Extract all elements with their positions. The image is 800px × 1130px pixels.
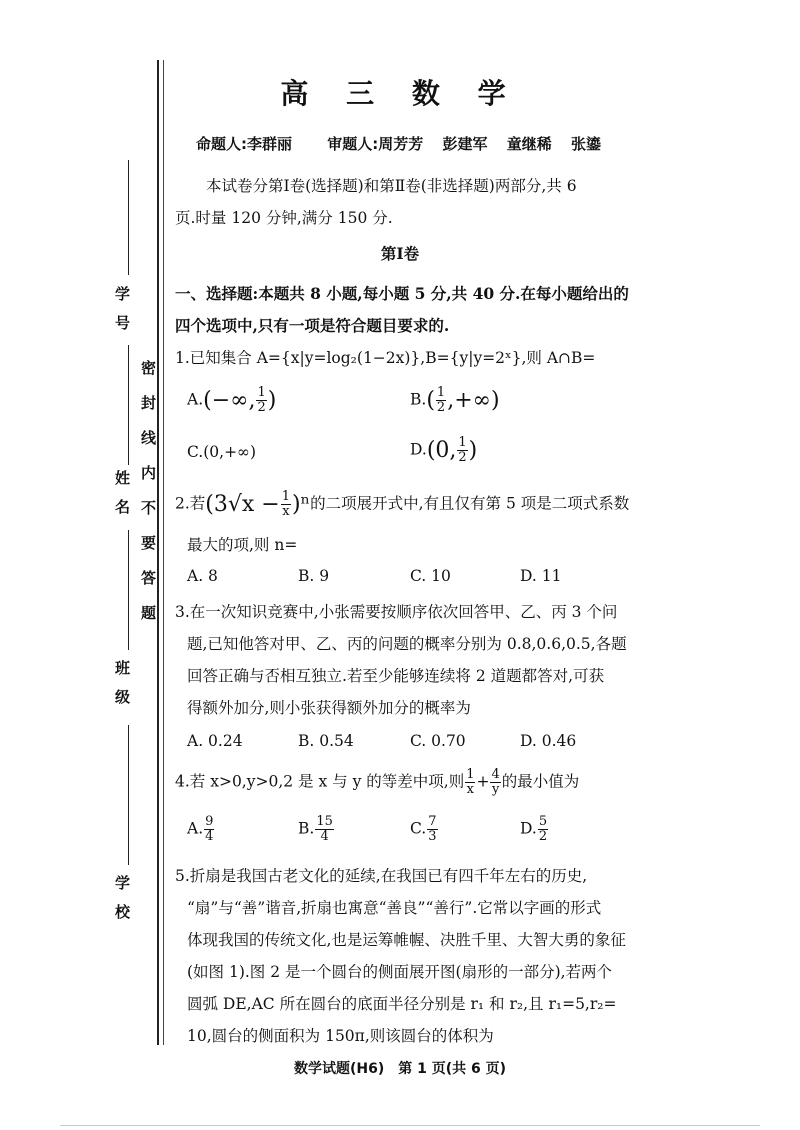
section-title: 第Ⅰ卷: [380, 244, 420, 263]
q4-option-d: D. $\frac{5}{2}$: [520, 814, 548, 844]
seal-warning: 密封线内不要答题: [139, 360, 157, 640]
xuexiao-underline: [128, 725, 129, 865]
part1-instructions: [175, 278, 635, 342]
q2-option-c: C. 10: [410, 567, 451, 585]
part1-line-1: 一、选择题:本题共 8 小题,每小题 5 分,共 40 分.在每小题给出的: [175, 284, 629, 303]
reviewer: 审题人:周芳芳: [327, 135, 424, 153]
q3-option-c: C. 0.70: [410, 732, 466, 750]
q2-option-d: D. 11: [520, 567, 562, 585]
q3-stem: [175, 596, 635, 724]
part1-line-2: 四个选项中,只有一项是符合题目要求的.: [175, 316, 450, 335]
q3-line-1: 3.在一次知识竞赛中,小张需要按顺序依次回答甲、乙、丙 3 个问: [175, 603, 618, 621]
q4-option-c: C. $\frac{7}{3}$: [410, 814, 437, 844]
q3-line-4: 得额外加分,则小张获得额外加分的概率为: [187, 699, 471, 717]
q1-option-a: A.(−∞, $\frac{1}{2}$ ): [187, 385, 277, 415]
xuehao-label: 学号: [113, 286, 131, 344]
q2-option-b: B. 9: [298, 567, 330, 585]
intro: [175, 170, 635, 234]
q5-line-4: (如图 1).图 2 是一个圆台的侧面展开图(扇形的一部分),若两个: [187, 963, 613, 981]
q5-line-2: “扇”与“善”谐音,折扇也寓意“善良”“善行”.它常以字画的形式: [187, 899, 602, 917]
q3-option-a: A. 0.24: [187, 732, 243, 750]
banji-label: 班级: [113, 660, 131, 718]
q5-line-6: 10,圆台的侧面积为 150π,则该圆台的体积为: [187, 1027, 494, 1045]
q2-stem-line-1: 2.若(3√x − $\frac{1}{x}$ )ⁿ的二项展开式中,有且仅有第 5 项是二项式系数: [175, 489, 630, 519]
q4-option-b: B. $\frac{15}{4}$: [298, 814, 333, 844]
q4-stem: 4.若 x>0,y>0,2 是 x 与 y 的等差中项,则 $\frac{1}{x}$ + $\frac{4}{y}$ 的最小值为: [175, 767, 580, 797]
q5-line-1: 5.折扇是我国古老文化的延续,在我国已有四千年左右的历史,: [175, 867, 588, 885]
q3-option-d: D. 0.46: [520, 732, 577, 750]
q2-stem-line-2: 最大的项,则 n=: [187, 536, 298, 554]
binding-line-inner: [163, 60, 164, 1045]
reviewer-3: 童继稀: [506, 135, 552, 153]
q3-line-2: 题,已知他答对甲、乙、丙的问题的概率分别为 0.8,0.6,0.5,各题: [187, 635, 627, 653]
q1-option-d: D.(0, $\frac{1}{2}$ ): [410, 435, 478, 465]
q3-option-b: B. 0.54: [298, 732, 354, 750]
authors-line: [196, 133, 615, 154]
q1-option-b: B.( $\frac{1}{2}$ ,+∞): [410, 385, 500, 415]
page-footer: 数学试题(H6) 第 1 页(共 6 页): [293, 1061, 507, 1077]
page-title: 高 三 数 学: [280, 77, 520, 110]
q3-line-3: 回答正确与否相互独立.若至少能够连续将 2 道题都答对,可获: [187, 667, 605, 685]
xingming-label: 姓名: [113, 470, 131, 528]
reviewer-4: 张鎏: [570, 135, 601, 153]
q1-option-c: C.(0,+∞): [187, 443, 257, 461]
setter: 命题人:李群丽: [196, 135, 292, 153]
intro-line-1: 本试卷分第Ⅰ卷(选择题)和第Ⅱ卷(非选择题)两部分,共 6: [206, 177, 577, 195]
reviewer-2: 彭建军: [442, 135, 488, 153]
xuexiao-label: 学校: [113, 875, 131, 933]
q1-stem: 1.已知集合 A={x|y=log₂(1−2x)},B={y|y=2ˣ},则 A∩B=: [175, 349, 596, 367]
intro-line-2: 页.时量 120 分钟,满分 150 分.: [175, 209, 393, 227]
q5-line-3: 体现我国的传统文化,也是运筹帷幄、决胜千里、大智大勇的象征: [187, 931, 626, 949]
banji-underline: [128, 530, 129, 650]
q5-stem: [175, 860, 635, 1052]
q2-option-a: A. 8: [187, 567, 218, 585]
xingming-underline: [128, 345, 129, 465]
q4-option-a: A. $\frac{9}{4}$: [187, 814, 214, 844]
bottom-rule: [60, 1125, 760, 1126]
q5-line-5: 圆弧 DE,AC 所在圆台的底面半径分别是 r₁ 和 r₂,且 r₁=5,r₂=: [187, 995, 617, 1013]
